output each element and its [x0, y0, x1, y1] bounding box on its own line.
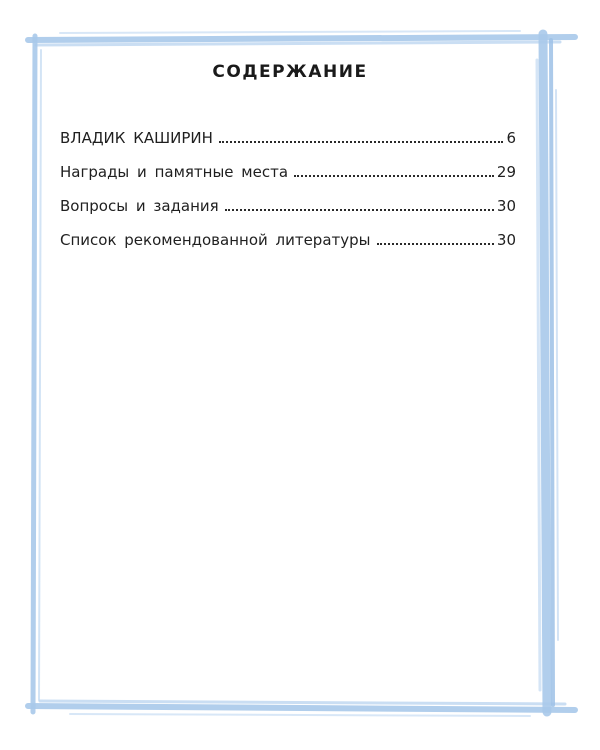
- toc-entry-label: Список рекомендованной литературы: [60, 231, 371, 249]
- toc-page-number: 30: [496, 197, 516, 215]
- toc-entry-vladik-kashirin[interactable]: [60, 128, 516, 162]
- table-of-contents: [60, 128, 516, 264]
- toc-dot-leader: [225, 209, 494, 211]
- toc-dot-leader: [219, 141, 504, 143]
- toc-page-number: 6: [506, 129, 516, 147]
- page-title: СОДЕРЖАНИЕ: [212, 62, 368, 82]
- toc-page-number: 30: [496, 231, 516, 249]
- toc-entry-label: Вопросы и задания: [60, 197, 219, 215]
- toc-entry-label: ВЛАДИК КАШИРИН: [60, 129, 213, 147]
- toc-entry-label: Награды и памятные места: [60, 163, 289, 181]
- toc-page-number: 29: [496, 163, 516, 181]
- toc-entry-literature[interactable]: [60, 230, 516, 264]
- toc-entry-awards[interactable]: [60, 162, 516, 196]
- toc-entry-questions[interactable]: [60, 196, 516, 230]
- toc-dot-leader: [294, 175, 494, 177]
- toc-dot-leader: [377, 243, 494, 245]
